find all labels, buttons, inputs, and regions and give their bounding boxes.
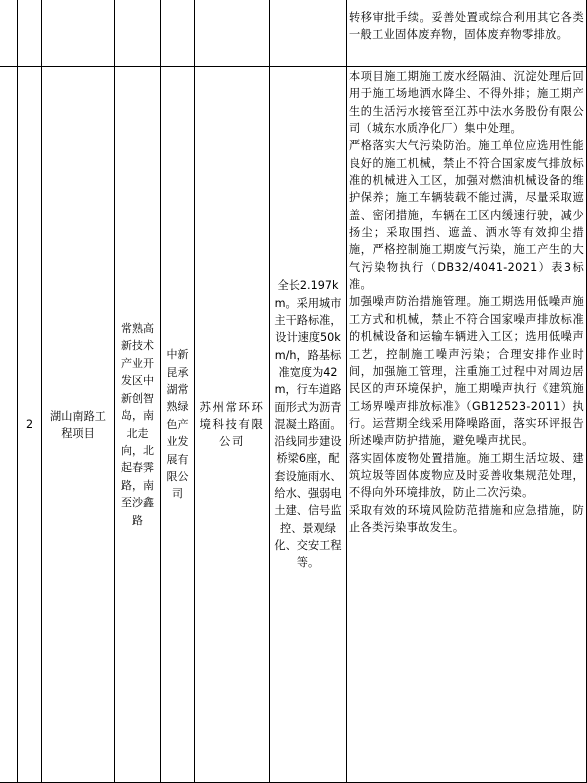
requirement-paragraph: 采取有效的环境风险防范措施和应急措施，防止各类污染事故发生。 xyxy=(349,503,584,534)
requirement-paragraph: 本项目施工期施工废水经隔油、沉淀处理后回用于施工场地洒水降尘、不得外排；施工期产生的生活污水接管至江苏中法水务股份有限公司（城东水质净化厂）集中处理。 xyxy=(349,70,584,136)
builder-company: 中新昆承湖常熟绿色产业发展有限公司 xyxy=(166,348,189,501)
construction-scale: 全长2.197km。采用城市主干路标准，设计速度50km/h，路基标准宽度为42m，行车道路面形式为沥青混凝土路面。沿线同步建设桥梁6座，配套设施雨水、给水、强弱电土建、信号监控、景观绿化、交安工程等。 xyxy=(274,279,342,570)
requirement-paragraph: 加强噪声防治措施管理。施工期选用低噪声施工方式和机械，禁止不符合国家噪声排放标准的机械设备和运输车辆进入工区；选用低噪声工艺，控制施工噪声污染；合理安排作业时间，加强施工管理，注重施工过程中对周边居民区的声环境保护，施工期噪声执行《建筑施工场界噪声排放标准》（GB12523-2011）执行。运营期全线采用降噪路面，落实环评报告所述噪声防护措施，避免噪声扰民。 xyxy=(349,295,584,448)
requirement-paragraph: 落实固体废物处置措施。施工期生活垃圾、建筑垃圾等固体废物应及时妥善收集规范处理，不得向外环境排放，防止二次污染。 xyxy=(349,451,584,500)
row-index: 2 xyxy=(25,418,34,431)
eia-unit: 苏州常环环境科技有限公司 xyxy=(199,400,265,448)
requirement-paragraph: 严格落实大气污染防治。施工单位应选用性能良好的施工机械，禁止不符合国家废气排放标准的机械进入工区，加强对燃油机械设备的维护保养；施工车辆装载不能过满，尽量采取遮盖、密闭措施，车辆在工区内缓速行驶，减少扬尘；采取围挡、遮盖、洒水等有效抑尘措施，严格控制施工期废气污染，施工产生的大气污染物执行（DB32/4041-2021）表3标准。 xyxy=(349,139,584,292)
environmental-requirements xyxy=(347,68,587,536)
requirements-continued: 转移审批手续。妥善处置或综合利用其它各类一般工业固体废弃物，固体废弃物零排放。 xyxy=(349,11,584,42)
project-name: 湖山南路工程项目 xyxy=(50,409,106,440)
project-location: 常熟高新技术产业开发区中新创智岛，南北走向，北起春霁路，南至沙鑫路 xyxy=(121,322,154,527)
